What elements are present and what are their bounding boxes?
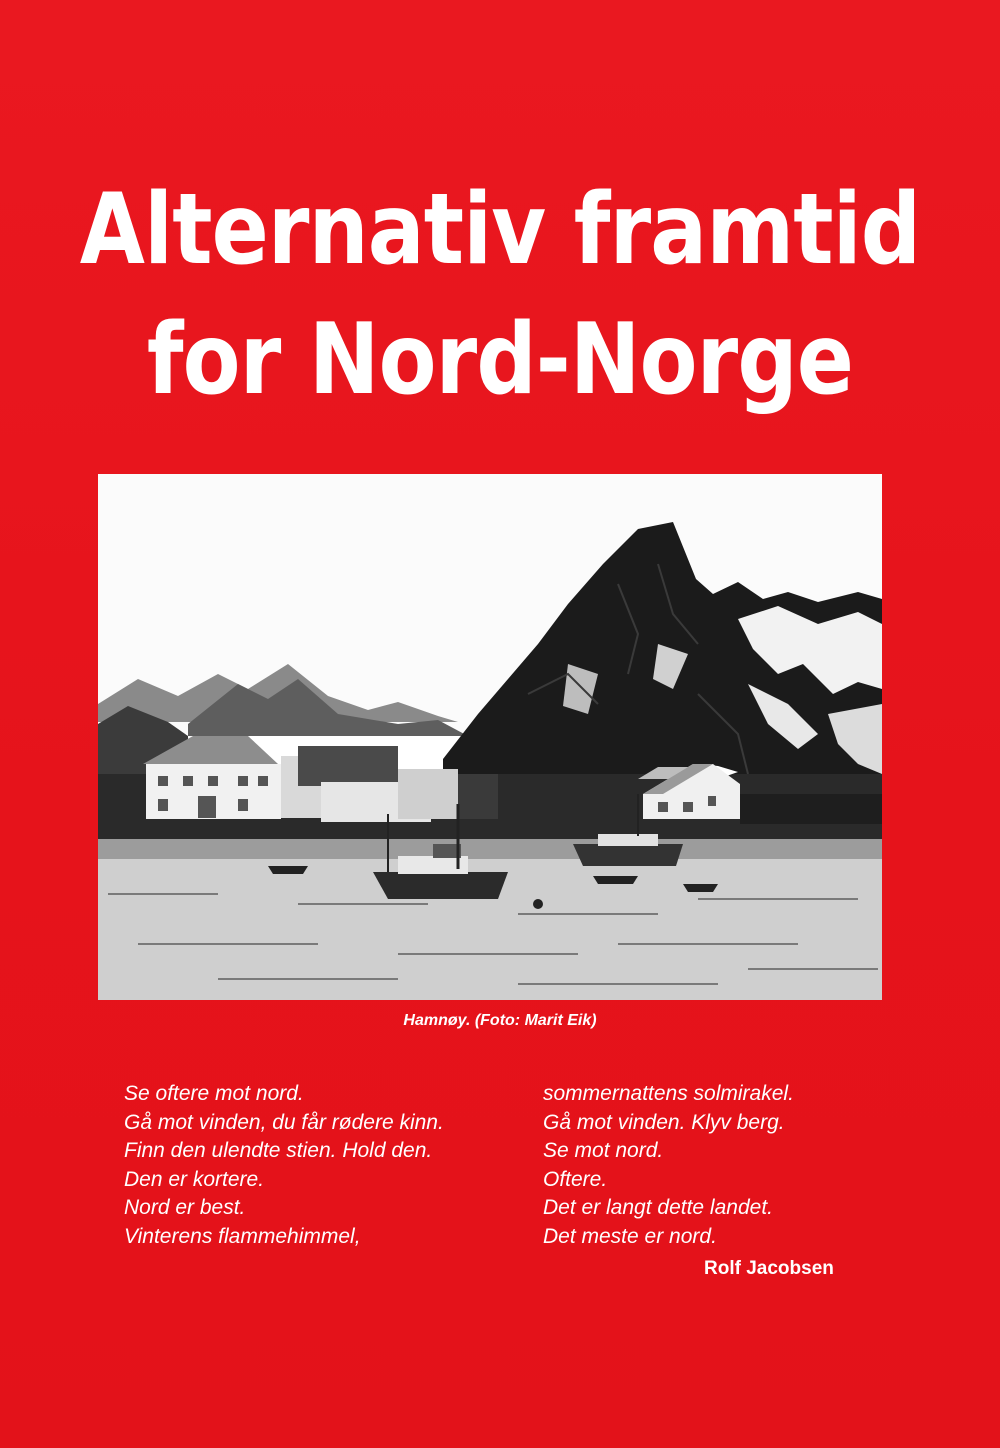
poem-line: Finn den ulendte stien. Hold den. [124, 1139, 433, 1162]
poem-line: Oftere. [543, 1167, 608, 1191]
poem-line: Gå mot vinden, du får rødere kinn. [124, 1110, 444, 1134]
page-title [70, 165, 930, 425]
photo-caption: Hamnøy. (Foto: Marit Eik) [403, 1012, 597, 1029]
title-line-1: Alternativ framtid [79, 173, 921, 287]
poem-line: Se oftere mot nord. [124, 1082, 304, 1105]
poem-line: Gå mot vinden. Klyv berg. [543, 1110, 785, 1134]
poem-line: Det meste er nord. [543, 1224, 717, 1248]
poem-line: Vinterens flammehimmel, [124, 1224, 361, 1248]
title-line-2: for Nord-Norge [146, 303, 854, 417]
poem-line: Se mot nord. [543, 1139, 664, 1162]
poem-left-column [124, 1080, 444, 1251]
poem-line: sommernattens solmirakel. [543, 1082, 794, 1105]
harbor-photo [98, 474, 882, 1000]
poem-right-column [543, 1080, 794, 1251]
poem-line: Nord er best. [124, 1196, 246, 1219]
poem-line: Det er langt dette landet. [543, 1196, 773, 1219]
poem-line: Den er kortere. [124, 1167, 265, 1191]
poem-author: Rolf Jacobsen [704, 1258, 834, 1279]
